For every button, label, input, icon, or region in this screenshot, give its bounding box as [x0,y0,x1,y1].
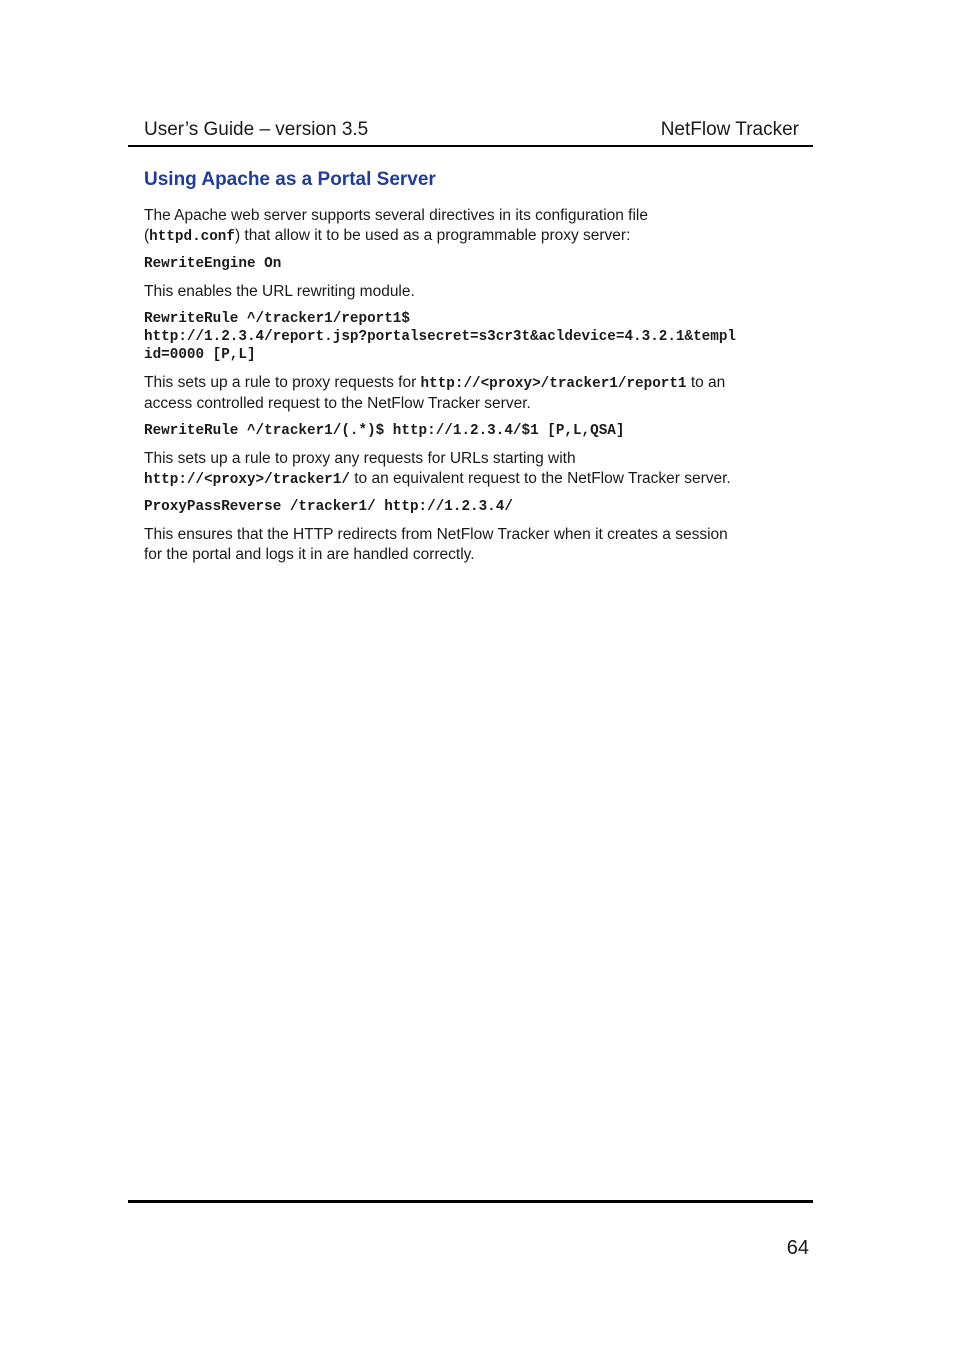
code-rewrite-engine: RewriteEngine On [144,256,282,272]
code-proxy-pass-reverse: ProxyPassReverse /tracker1/ http://1.2.3.4/ [144,499,513,515]
footer-divider [128,1200,813,1203]
description-text: This sets up a rule to proxy requests for [144,374,421,391]
rewrite-rule-generic-description [144,449,812,490]
description-text: This sets up a rule to proxy any requests for URLs starting with [144,450,576,467]
config-file-name: httpd.conf [149,229,235,245]
code-rewrite-rule-report [144,310,812,364]
code-line: http://1.2.3.4/report.jsp?portalsecret=s3cr3t&acldevice=4.3.2.1&templ [144,329,736,345]
header-divider [128,145,813,147]
product-name: NetFlow Tracker [660,119,799,140]
code-line: RewriteRule ^/tracker1/report1$ [144,311,410,327]
description-text: access controlled request to the NetFlow Tracker server. [144,395,531,412]
rewrite-rule-report-description [144,373,812,414]
description-text: This ensures that the HTTP redirects from NetFlow Tracker when it creates a session [144,526,728,543]
intro-line-2: ) that allow it to be used as a programmable proxy server: [234,227,631,244]
code-rewrite-rule-generic: RewriteRule ^/tracker1/(.*)$ http://1.2.3.4/$1 [P,L,QSA] [144,423,625,439]
description-text: for the portal and logs it in are handled correctly. [144,546,475,563]
section-heading: Using Apache as a Portal Server [144,169,436,190]
document-title: User’s Guide – version 3.5 [144,119,369,140]
intro-open-paren: ( [144,227,150,244]
page-number: 64 [786,1237,809,1259]
description-text: to an equivalent request to the NetFlow Tracker server. [349,470,731,487]
intro-line-1: The Apache web server supports several directives in its configuration file [144,207,648,224]
intro-paragraph [144,206,812,247]
proxy-pass-reverse-description [144,525,812,565]
rewrite-engine-description: This enables the URL rewriting module. [144,283,415,300]
page-header [144,117,799,143]
proxy-report-url: http://<proxy>/tracker1/report1 [420,376,687,392]
description-text: to an [686,374,726,391]
code-line: id=0000 [P,L] [144,347,256,363]
page-content [144,168,812,573]
proxy-tracker-url: http://<proxy>/tracker1/ [144,472,350,488]
